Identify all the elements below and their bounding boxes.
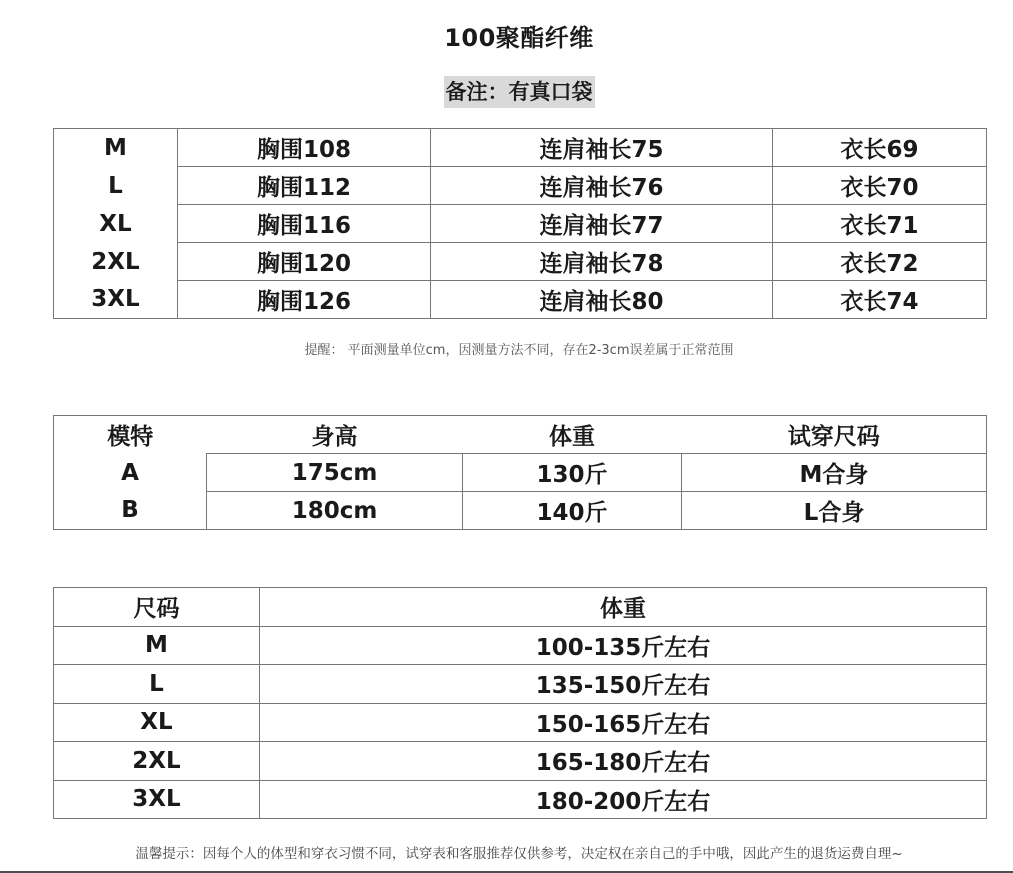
- weight-range-cell: 150-165斤左右: [260, 703, 987, 742]
- pocket-note: 备注：有真口袋: [444, 76, 595, 108]
- table-row: [54, 703, 987, 742]
- table-header-row: [54, 416, 987, 454]
- weight-range-cell: 165-180斤左右: [260, 742, 987, 781]
- sleeve-cell: 连肩袖长75: [431, 129, 773, 167]
- header-fit-size: 试穿尺码: [787, 424, 880, 450]
- size-cell: XL: [54, 703, 260, 742]
- page-title: 100聚酯纤维: [444, 24, 594, 52]
- weight-cell: 140斤: [463, 492, 682, 530]
- size-cell: M: [54, 626, 260, 665]
- sleeve-cell: 连肩袖长78: [431, 243, 773, 281]
- weight-range-cell: 180-200斤左右: [260, 780, 987, 819]
- chest-cell: 胸围126: [178, 281, 431, 319]
- size-cell: 3XL: [91, 286, 140, 313]
- header-size: 尺码: [133, 596, 180, 623]
- table-row: [54, 492, 987, 530]
- table-row: [54, 626, 987, 665]
- sleeve-cell: 连肩袖长76: [431, 167, 773, 205]
- length-cell: 衣长74: [773, 281, 987, 319]
- note-wrapper: [0, 76, 1013, 108]
- fit-cell: L合身: [682, 492, 987, 530]
- header-weight: 体重: [549, 424, 595, 450]
- table-row: [54, 665, 987, 704]
- table-row: [54, 205, 987, 243]
- table-row: [54, 281, 987, 319]
- sleeve-cell: 连肩袖长80: [431, 281, 773, 319]
- header-height: 身高: [311, 424, 358, 450]
- weight-cell: 130斤: [463, 454, 682, 492]
- height-cell: 180cm: [207, 492, 463, 530]
- chest-cell: 胸围108: [178, 129, 431, 167]
- size-measurement-table: [53, 128, 987, 319]
- weight-size-table: [53, 587, 987, 819]
- weight-range-cell: 100-135斤左右: [260, 626, 987, 665]
- size-cell: 2XL: [91, 248, 140, 275]
- model-cell: B: [121, 497, 139, 524]
- model-cell: A: [121, 459, 139, 486]
- table-row: [54, 780, 987, 819]
- size-cell: 3XL: [54, 780, 260, 819]
- fit-cell: M合身: [682, 454, 987, 492]
- size-cell: 2XL: [54, 742, 260, 781]
- weight-range-cell: 135-150斤左右: [260, 665, 987, 704]
- size-cell: XL: [99, 210, 132, 237]
- chest-cell: 胸围116: [178, 205, 431, 243]
- warm-tip: 温馨提示：因每个人的体型和穿衣习惯不同，试穿表和客服推荐仅供参考，决定权在亲自己的手中哦，因此产生的退货运费自理~: [135, 846, 903, 862]
- model-fit-table: [53, 415, 987, 530]
- chest-cell: 胸围112: [178, 167, 431, 205]
- table-row: [54, 742, 987, 781]
- length-cell: 衣长70: [773, 167, 987, 205]
- table-row: [54, 243, 987, 281]
- header-weight: 体重: [260, 588, 987, 627]
- size-cell: L: [54, 665, 260, 704]
- measurement-reminder: 提醒： 平面测量单位cm，因测量方法不同，存在2-3cm误差属于正常范围: [304, 343, 734, 358]
- sleeve-cell: 连肩袖长77: [431, 205, 773, 243]
- table-row: [54, 167, 987, 205]
- chest-cell: 胸围120: [178, 243, 431, 281]
- length-cell: 衣长69: [773, 129, 987, 167]
- size-cell: L: [108, 172, 123, 199]
- header-model: 模特: [107, 424, 154, 451]
- table-row: [54, 129, 987, 167]
- length-cell: 衣长72: [773, 243, 987, 281]
- table-header-row: [54, 588, 987, 627]
- table-row: [54, 454, 987, 492]
- size-cell: M: [104, 134, 127, 161]
- length-cell: 衣长71: [773, 205, 987, 243]
- height-cell: 175cm: [207, 454, 463, 492]
